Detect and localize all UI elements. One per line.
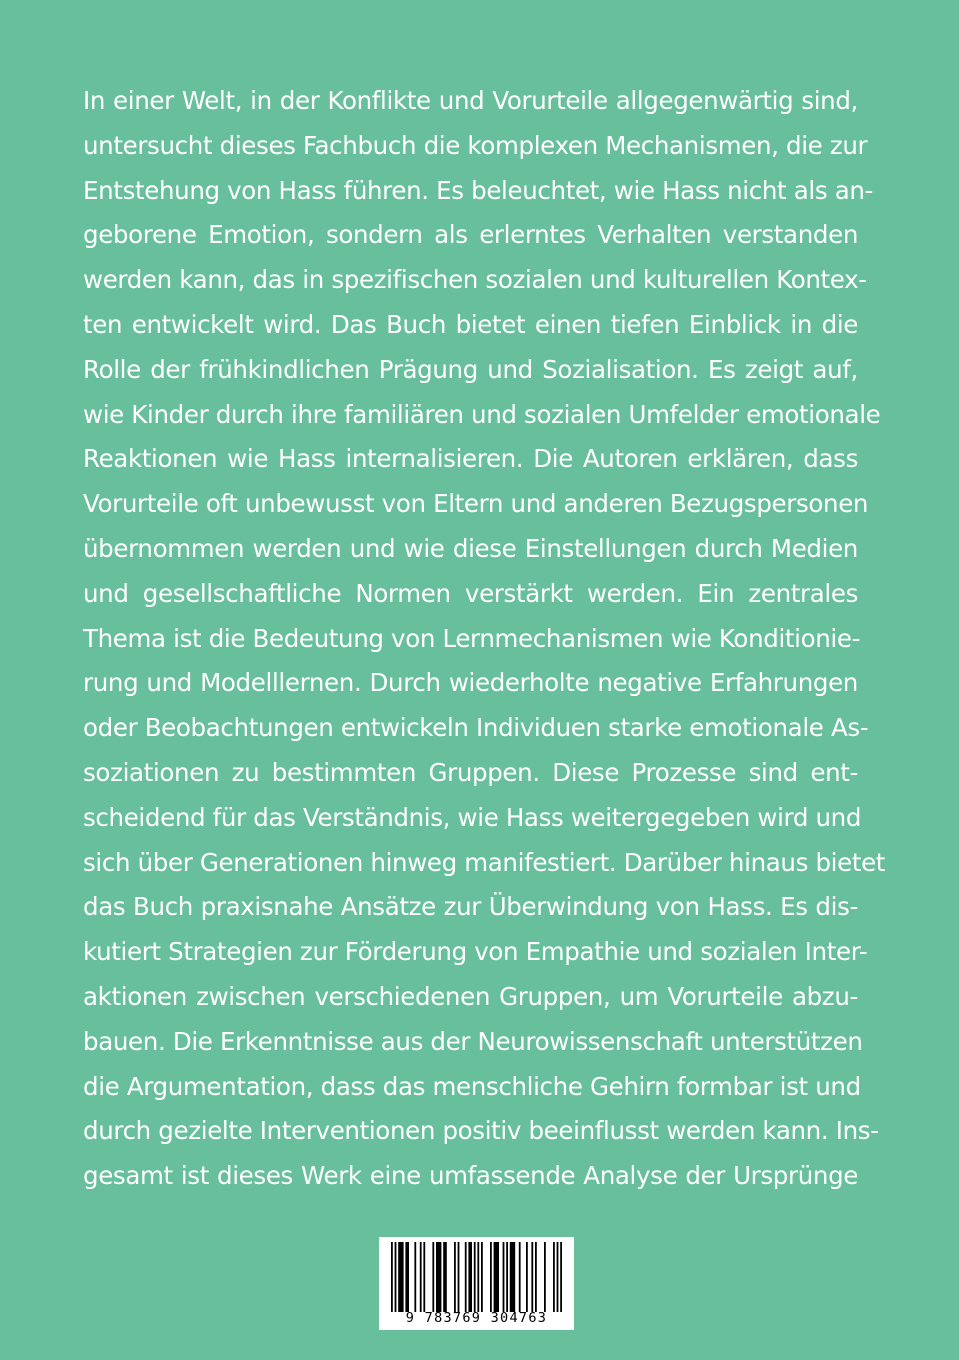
barcode-bar [510, 1242, 515, 1312]
blurb-line: Thema ist die Bedeutung von Lernmechanismen wie Konditionie- [83, 623, 861, 653]
blurb-line: oder Beobachtungen entwickeln Individuen starke emotionale As- [83, 713, 869, 743]
blurb-line: rung und Modelllernen. Durch wiederholte negative Erfahrungen [83, 668, 858, 698]
blurb-line: aktionen zwischen verschiedenen Gruppen, um Vorurteile abzu- [83, 981, 858, 1011]
barcode-digits: 9 783769 304763 [405, 1310, 548, 1326]
barcode-bar [535, 1242, 537, 1312]
barcode-bar [503, 1242, 505, 1312]
blurb-line: sich über Generationen hinweg manifestiert. Darüber hinaus bietet [83, 847, 886, 877]
barcode-bar [474, 1242, 476, 1312]
blurb-line: soziationen zu bestimmten Gruppen. Diese Prozesse sind ent- [83, 757, 858, 787]
blurb-line: geborene Emotion, sondern als erlerntes Verhalten verstanden [83, 220, 858, 250]
barcode-bar [477, 1242, 479, 1312]
blurb-line: In einer Welt, in der Konflikte und Vorurteile allgegenwärtig sind, [83, 86, 858, 115]
barcode-bar [553, 1242, 555, 1312]
blurb-line: gesamt ist dieses Werk eine umfassende Analyse der Ursprünge [83, 1161, 858, 1191]
barcode [379, 1237, 574, 1330]
barcode-bar [423, 1242, 425, 1312]
barcode-bar [398, 1242, 403, 1312]
barcode-bar [468, 1242, 472, 1312]
blurb-line: übernommen werden und wie diese Einstellungen durch Medien [83, 533, 858, 563]
barcode-bar [391, 1242, 393, 1312]
blurb-line: das Buch praxisnahe Ansätze zur Überwindung von Hass. Es dis- [83, 892, 858, 922]
blurb-line: bauen. Die Erkenntnisse aus der Neurowissenschaft unterstützen [83, 1026, 863, 1056]
blurb-line: und gesellschaftliche Normen verstärkt werden. Ein zentrales [83, 578, 858, 608]
blurb-line: Entstehung von Hass führen. Es beleuchtet, wie Hass nicht als an- [83, 175, 874, 205]
blurb-text [83, 79, 886, 1199]
barcode-bar [519, 1242, 521, 1312]
barcode-bar [465, 1242, 467, 1312]
barcode-bar [490, 1242, 492, 1312]
barcode-bar [420, 1242, 422, 1312]
blurb-line: werden kann, das in spezifischen sozialen und kulturellen Kontex- [83, 265, 867, 295]
blurb-line: Vorurteile oft unbewusst von Eltern und anderen Bezugspersonen [83, 489, 869, 519]
barcode-bar [526, 1242, 528, 1312]
barcode-bar [395, 1242, 397, 1312]
blurb-line: Rolle der frühkindlichen Prägung und Sozialisation. Es zeigt auf, [83, 354, 858, 384]
blurb-line: untersucht dieses Fachbuch die komplexen Mechanismen, die zur [83, 130, 868, 160]
blurb-line: scheidend für das Verständnis, wie Hass weitergegeben wird und [83, 802, 862, 832]
barcode-bar [506, 1242, 508, 1312]
barcode-bar [454, 1242, 456, 1312]
barcode-bar [432, 1242, 434, 1312]
barcode-bar [414, 1242, 416, 1312]
blurb-line: die Argumentation, dass das menschliche Gehirn formbar ist und [83, 1071, 861, 1101]
blurb-line: Reaktionen wie Hass internalisieren. Die Autoren erklären, dass [83, 444, 858, 474]
barcode-bar [458, 1242, 460, 1312]
barcode-bar [557, 1242, 559, 1312]
barcode-bar [544, 1242, 546, 1312]
barcode-bar [481, 1242, 483, 1312]
barcode-bar [436, 1242, 441, 1312]
blurb-line: durch gezielte Interventionen positiv beeinflusst werden kann. Ins- [83, 1116, 879, 1146]
barcode-bar [405, 1242, 409, 1312]
barcode-bar [443, 1242, 447, 1312]
blurb-line: kutiert Strategien zur Förderung von Empathie und sozialen Inter- [83, 937, 868, 967]
barcode-bar [560, 1242, 562, 1312]
blurb-line: ten entwickelt wird. Das Buch bietet einen tiefen Einblick in die [83, 309, 858, 339]
barcode-bar [494, 1242, 499, 1312]
barcode-bar [531, 1242, 533, 1312]
blurb-line: wie Kinder durch ihre familiären und sozialen Umfelder emotionale [83, 399, 881, 429]
barcode-bars [391, 1242, 562, 1312]
